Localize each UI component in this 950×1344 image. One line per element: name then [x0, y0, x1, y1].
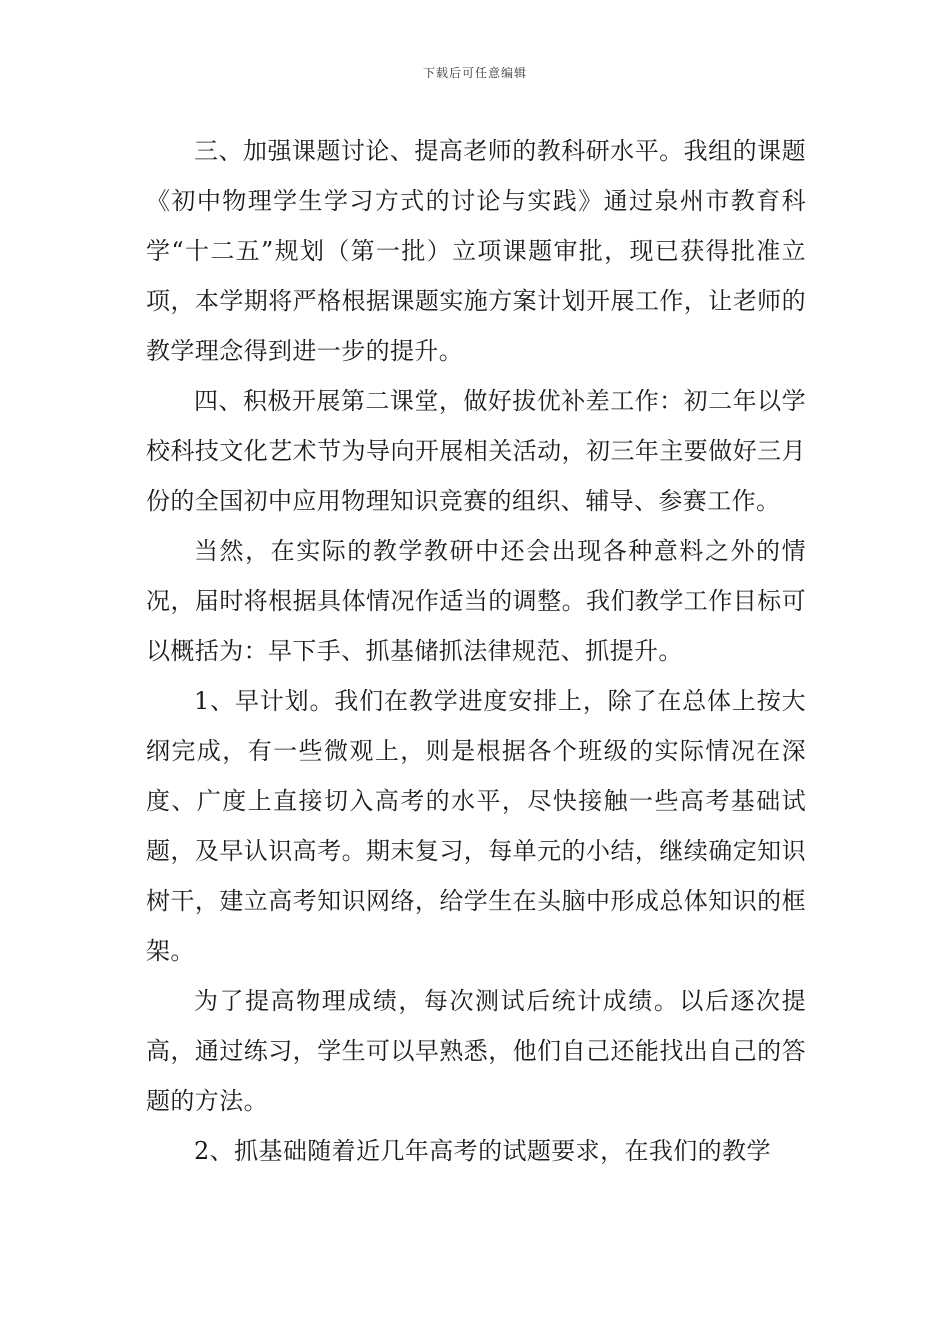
page-header: 下载后可任意编辑 [422, 66, 527, 80]
paragraph-improve-scores: 为了提高物理成绩，每次测试后统计成绩。以后逐次提高，通过练习，学生可以早熟悉，他们自己还能找出自己的答题的方法。 [146, 987, 806, 1115]
paragraph-early-planning: 1、早计划。我们在教学进度安排上，除了在总体上按大纲完成，有一些微观上，则是根据各个班级的实际情况在深度、广度上直接切入高考的水平，尽快接触一些高考基础试题，及早认识高考。期末复习，每单元的小结，继续确定知识树干，建立高考知识网络，给学生在头脑中形成总体知识的框架。 [146, 687, 806, 965]
document-body [146, 126, 806, 1176]
paragraph-second-classroom: 四、积极开展第二课堂，做好拔优补差工作：初二年以学校科技文化艺术节为导向开展相关活动，初三年主要做好三月份的全国初中应用物理知识竞赛的组织、辅导、参赛工作。 [146, 387, 806, 515]
paragraph-research-topic: 三、加强课题讨论、提高老师的教科研水平。我组的课题《初中物理学生学习方式的讨论与实践》通过泉州市教育科学“十二五”规划（第一批）立项课题审批，现已获得批准立项，本学期将严格根据课题实施方案计划开展工作，让老师的教学理念得到进一步的提升。 [146, 137, 806, 365]
paragraph-adjustment: 当然，在实际的教学教研中还会出现各种意料之外的情况，届时将根据具体情况作适当的调整。我们教学工作目标可以概括为：早下手、抓基储抓法律规范、抓提升。 [146, 537, 806, 665]
paragraph-basics: 2、抓基础随着近几年高考的试题要求，在我们的教学 [194, 1137, 771, 1165]
